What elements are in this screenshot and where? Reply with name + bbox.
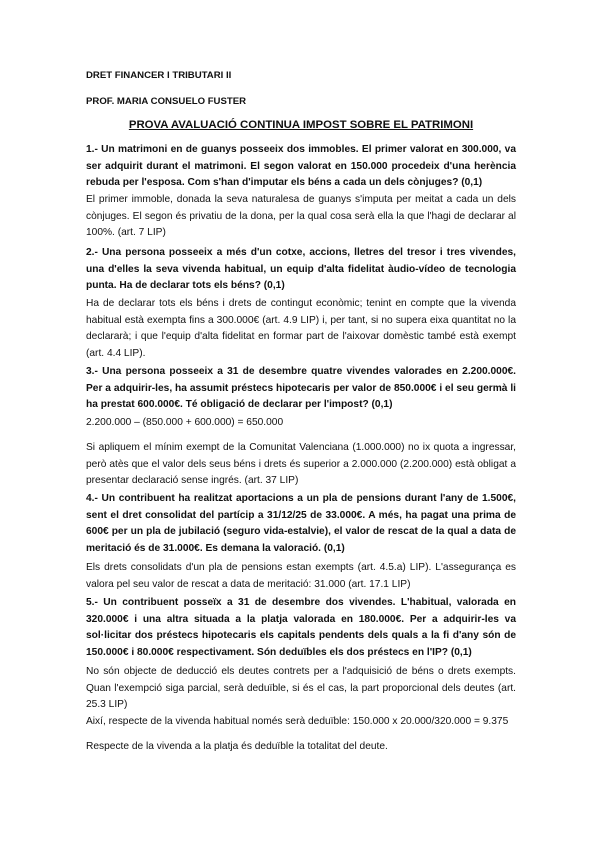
answer-4: Els drets consolidats d'un pla de pensions estan exempts (art. 4.5.a) LIP). L'assegurança es valora pel seu valor de rescat a data de meritació: 31.000 (art. 17.1 LIP)	[86, 562, 516, 590]
answer-1: El primer immoble, donada la seva naturalesa de guanys s'imputa per meitat a cada un dels cònjuges. El segon és privatiu de la dona, per la qual cosa serà ella la que l'hagi de declarar al 100%. (art. 7 LIP)	[86, 194, 516, 239]
answer-5: No són objecte de deducció els deutes contrets per a l'adquisició de béns o drets exempts. Quan l'exempció siga parcial, serà deduïble, si és el cas, la part proporcional dels deutes (art. 25.3 LIP)	[86, 666, 516, 711]
answer-2: Ha de declarar tots els béns i drets de contingut econòmic; tenint en compte que la vivenda habitual està exempta fins a 300.000€ (art. 4.9 LIP) i, per tant, si no supera eixa quantitat no la declararà; i que l'equip d'alta fidelitat en formar part de l'aixovar domèstic també està exempt (art. 4.4 LIP).	[86, 298, 516, 359]
answer-5-calculation: Així, respecte de la vivenda habitual només serà deduïble: 150.000 x 20.000/320.000 = 9.375	[86, 716, 509, 727]
question-2: 2.- Una persona posseeix a més d'un cotxe, accions, lletres del tresor i tres vivendes, una d'elles la seva vivenda habitual, un equip d'alta fidelitat àudio-vídeo de tecnologia punta. Ha de declarar tots els béns? (0,1)	[86, 247, 516, 292]
question-3: 3.- Una persona posseeix a 31 de desembre quatre vivendes valorades en 2.200.000€. Per a adquirir-les, ha assumit préstecs hipotecaris per valor de 850.000€ i el seu germà li ha prestat 600.000€. Té obligació de declarar per l'impost? (0,1)	[86, 366, 516, 411]
question-4: 4.- Un contribuent ha realitzat aportacions a un pla de pensions durant l'any de 1.500€, sent el dret consolidat del partícip a 31/12/25 de 33.000€. A més, ha pagat una prima de 600€ per un pla de jubilació (seguro vida-estalvie), el valor de rescat de la qual a data de meritació és de 31.000€. Es demana la valoració. (0,1)	[86, 493, 516, 554]
page-title: PROVA AVALUACIÓ CONTINUA IMPOST SOBRE EL PATRIMONI	[128, 119, 474, 131]
professor-name: PROF. MARIA CONSUELO FUSTER	[86, 96, 247, 107]
answer-5-conclusion: Respecte de la vivenda a la platja és deduïble la totalitat del deute.	[86, 741, 388, 752]
course-name: DRET FINANCER I TRIBUTARI II	[86, 70, 232, 81]
question-5: 5.- Un contribuent posseïx a 31 de desembre dos vivendes. L'habitual, valorada en 320.000€ i una altra situada a la platja valorada en 180.000€. Per a adquirir-les va sol·licitar dos préstecs hipotecaris els capitals pendents dels quals a la fi d'any són de 150.000€ i 80.000€ respectivament. Són deduïbles els dos préstecs en l'IP? (0,1)	[86, 597, 516, 658]
answer-3: Si apliquem el mínim exempt de la Comunitat Valenciana (1.000.000) no ix quota a ingressar, però atès que el valor dels seus béns i drets és superior a 2.000.000 (2.200.000) està obligat a presentar declaració sense ingrés. (art. 37 LIP)	[86, 442, 516, 487]
calculation-3: 2.200.000 – (850.000 + 600.000) = 650.000	[86, 417, 284, 428]
question-1: 1.- Un matrimoni en de guanys posseeix dos immobles. El primer valorat en 300.000, va ser adquirit durant el matrimoni. El segon valorat en 150.000 procedeix d'una herència rebuda per l'esposa. Com s'han d'imputar els béns a cada un dels cònjuges? (0,1)	[86, 144, 516, 189]
